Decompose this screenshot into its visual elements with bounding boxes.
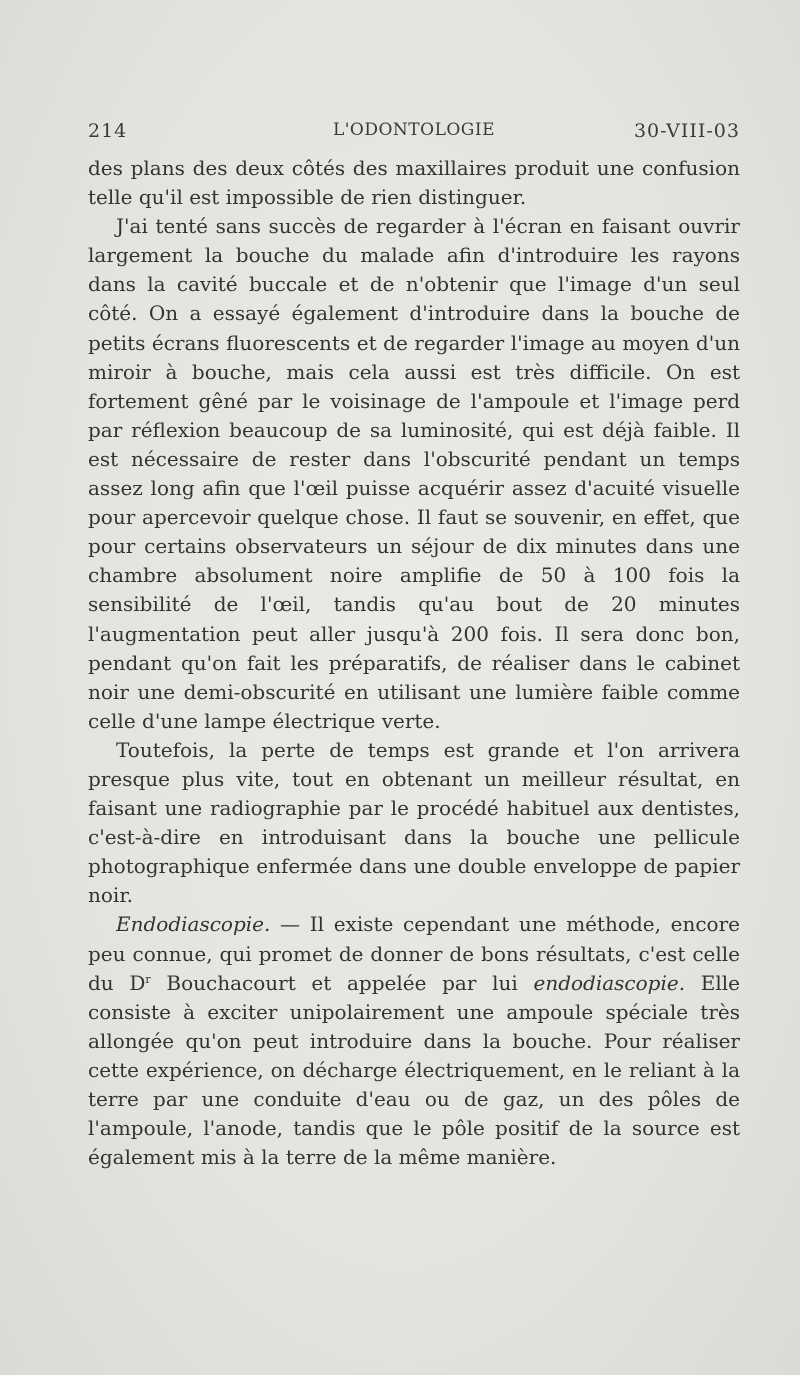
text-run: Bouchacourt et appelée par lui [150,970,534,995]
running-header [88,120,740,150]
text-run: Elle consiste à exciter unipolairement une ampoule spéciale très allongée qu'on peut introduire dans la bouche. Pour réaliser cette expérience, on décharge électriquement, en le reliant à la terre par une conduite d'eau ou de gaz, un des pôles de l'ampoule, l'anode, tandis que le pôle positif de la source est également mis à la terre de la même manière. [88,970,741,1170]
page-number: 214 [88,120,128,142]
paragraph-endodiascopie [88,910,740,1172]
section-title: Endodiascopie. [116,912,271,937]
text-run: — Il existe cependant une méthode, encore peu connue, qui promet de donner de bons résultats, c'est celle du D [88,912,740,995]
issue-date: 30-VIII-03 [633,120,740,142]
paragraph-screen-attempts: J'ai tenté sans succès de regarder à l'écran en faisant ouvrir largement la bouche du malade afin d'introduire les rayons dans la cavité buccale et de n'obtenir que l'image d'un seul côté. On a essayé également d'introduire dans la bouche de petits écrans fluorescents et de regarder l'image au moyen d'un miroir à bouche, mais cela aussi est très difficile. On est fortement gêné par le voisinage de l'ampoule et l'image perd par réflexion beaucoup de sa luminosité, qui est déjà faible. Il est nécessaire de rester dans l'obscurité pendant un temps assez long afin que l'œil puisse acquérir assez d'acuité visuelle pour apercevoir quelque chose. Il faut se souvenir, en effet, que pour certains observateurs un séjour de dix minutes dans une chambre absolument noire amplifie de 50 à 100 fois la sensibilité de l'œil, tandis qu'au bout de 20 minutes l'augmentation peut aller jusqu'à 200 fois. Il sera donc bon, pendant qu'on fait les préparatifs, de réaliser dans le cabinet noir une demi-obscurité en utilisant une lumière faible comme celle d'une lampe électrique verte. [88,214,740,733]
article-body [88,154,740,1172]
paragraph-radiography: Toutefois, la perte de temps est grande et l'on arrivera presque plus vite, tout en obtenant un meilleur résultat, en faisant une radiographie par le procédé habituel aux dentistes, c'est-à-dire en introduisant dans la bouche une pellicule photographique enfermée dans une double enveloppe de papier noir. [88,737,740,908]
superscript-r: r [145,972,151,986]
journal-title: L'ODONTOLOGIE [332,120,496,140]
paragraph-continued: des plans des deux côtés des maxillaires produit une confusion telle qu'il est impossible de rien distinguer. [88,156,740,210]
italic-term: endodiascopie. [533,970,686,995]
